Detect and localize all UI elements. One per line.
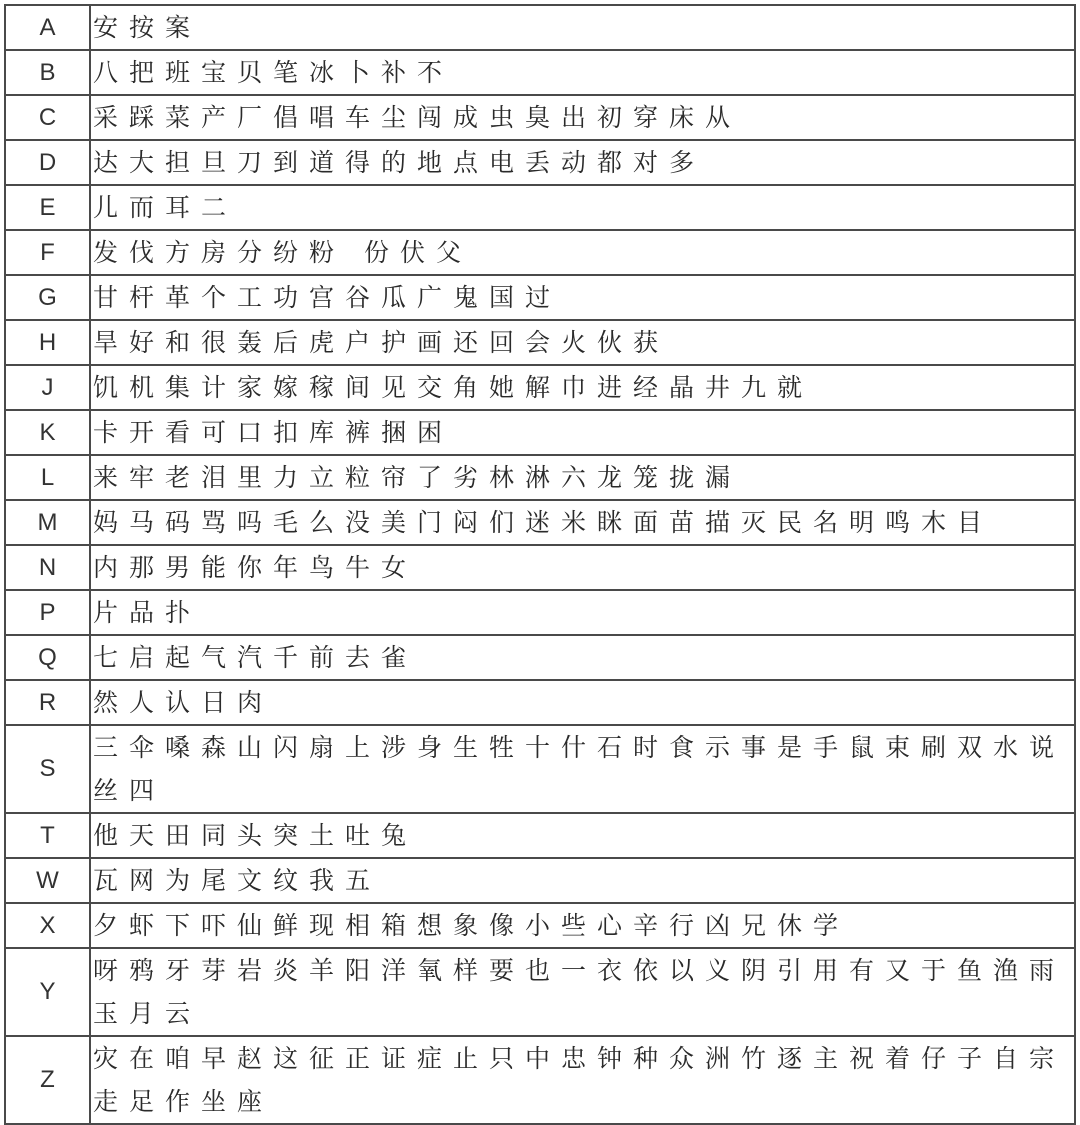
initial-letter-cell: C	[5, 95, 90, 140]
table-row	[5, 230, 1075, 275]
table-row	[5, 858, 1075, 903]
characters-cell: 瓦网为尾文纹我五	[90, 858, 1075, 903]
initial-letter-cell: G	[5, 275, 90, 320]
table-row	[5, 903, 1075, 948]
characters-cell: 旱好和很轰后虎户护画还回会火伙获	[90, 320, 1075, 365]
initial-letter-cell: S	[5, 725, 90, 813]
initial-letter-cell: W	[5, 858, 90, 903]
characters-cell: 七启起气汽千前去雀	[90, 635, 1075, 680]
table-row	[5, 410, 1075, 455]
pinyin-character-table	[4, 4, 1076, 1125]
table-row	[5, 813, 1075, 858]
characters-cell: 饥机集计家嫁稼间见交角她解巾进经晶井九就	[90, 365, 1075, 410]
table-row	[5, 725, 1075, 813]
table-row	[5, 5, 1075, 50]
initial-letter-cell: Y	[5, 948, 90, 1036]
table-body	[5, 5, 1075, 1124]
table-row	[5, 635, 1075, 680]
table-row	[5, 590, 1075, 635]
initial-letter-cell: B	[5, 50, 90, 95]
initial-letter-cell: K	[5, 410, 90, 455]
initial-letter-cell: H	[5, 320, 90, 365]
table-row	[5, 365, 1075, 410]
characters-cell: 达大担旦刀到道得的地点电丢动都对多	[90, 140, 1075, 185]
characters-cell: 卡开看可口扣库裤捆困	[90, 410, 1075, 455]
characters-cell: 夕虾下吓仙鲜现相箱想象像小些心辛行凶兄休学	[90, 903, 1075, 948]
initial-letter-cell: E	[5, 185, 90, 230]
initial-letter-cell: A	[5, 5, 90, 50]
characters-cell: 儿而耳二	[90, 185, 1075, 230]
table-row	[5, 95, 1075, 140]
characters-cell: 八把班宝贝笔冰卜补不	[90, 50, 1075, 95]
characters-cell: 三伞嗓森山闪扇上涉身生牲十什石时食示事是手鼠束刷双水说丝四	[90, 725, 1075, 813]
initial-letter-cell: L	[5, 455, 90, 500]
characters-cell: 片品扑	[90, 590, 1075, 635]
initial-letter-cell: Z	[5, 1036, 90, 1124]
characters-cell: 采踩菜产厂倡唱车尘闯成虫臭出初穿床从	[90, 95, 1075, 140]
table-row	[5, 500, 1075, 545]
table-row	[5, 275, 1075, 320]
initial-letter-cell: Q	[5, 635, 90, 680]
initial-letter-cell: R	[5, 680, 90, 725]
initial-letter-cell: T	[5, 813, 90, 858]
characters-cell: 呀鸦牙芽岩炎羊阳洋氧样要也一衣依以义阴引用有又于鱼渔雨玉月云	[90, 948, 1075, 1036]
characters-cell: 安按案	[90, 5, 1075, 50]
initial-letter-cell: F	[5, 230, 90, 275]
characters-cell: 妈马码骂吗毛么没美门闷们迷米眯面苗描灭民名明鸣木目	[90, 500, 1075, 545]
characters-cell: 灾在咱早赵这征正证症止只中忠钟种众洲竹逐主祝着仔子自宗走足作坐座	[90, 1036, 1075, 1124]
table-row	[5, 455, 1075, 500]
characters-cell: 他天田同头突土吐兔	[90, 813, 1075, 858]
characters-cell: 来牢老泪里力立粒帘了劣林淋六龙笼拢漏	[90, 455, 1075, 500]
table-row	[5, 680, 1075, 725]
initial-letter-cell: D	[5, 140, 90, 185]
characters-cell: 然人认日肉	[90, 680, 1075, 725]
initial-letter-cell: P	[5, 590, 90, 635]
initial-letter-cell: X	[5, 903, 90, 948]
table-row	[5, 50, 1075, 95]
initial-letter-cell: J	[5, 365, 90, 410]
characters-cell: 发伐方房分纷粉 份伏父	[90, 230, 1075, 275]
table-row	[5, 545, 1075, 590]
initial-letter-cell: N	[5, 545, 90, 590]
table-row	[5, 320, 1075, 365]
characters-cell: 内那男能你年鸟牛女	[90, 545, 1075, 590]
table-row	[5, 1036, 1075, 1124]
table-row	[5, 185, 1075, 230]
table-row	[5, 140, 1075, 185]
characters-cell: 甘杆革个工功宫谷瓜广鬼国过	[90, 275, 1075, 320]
initial-letter-cell: M	[5, 500, 90, 545]
table-row	[5, 948, 1075, 1036]
